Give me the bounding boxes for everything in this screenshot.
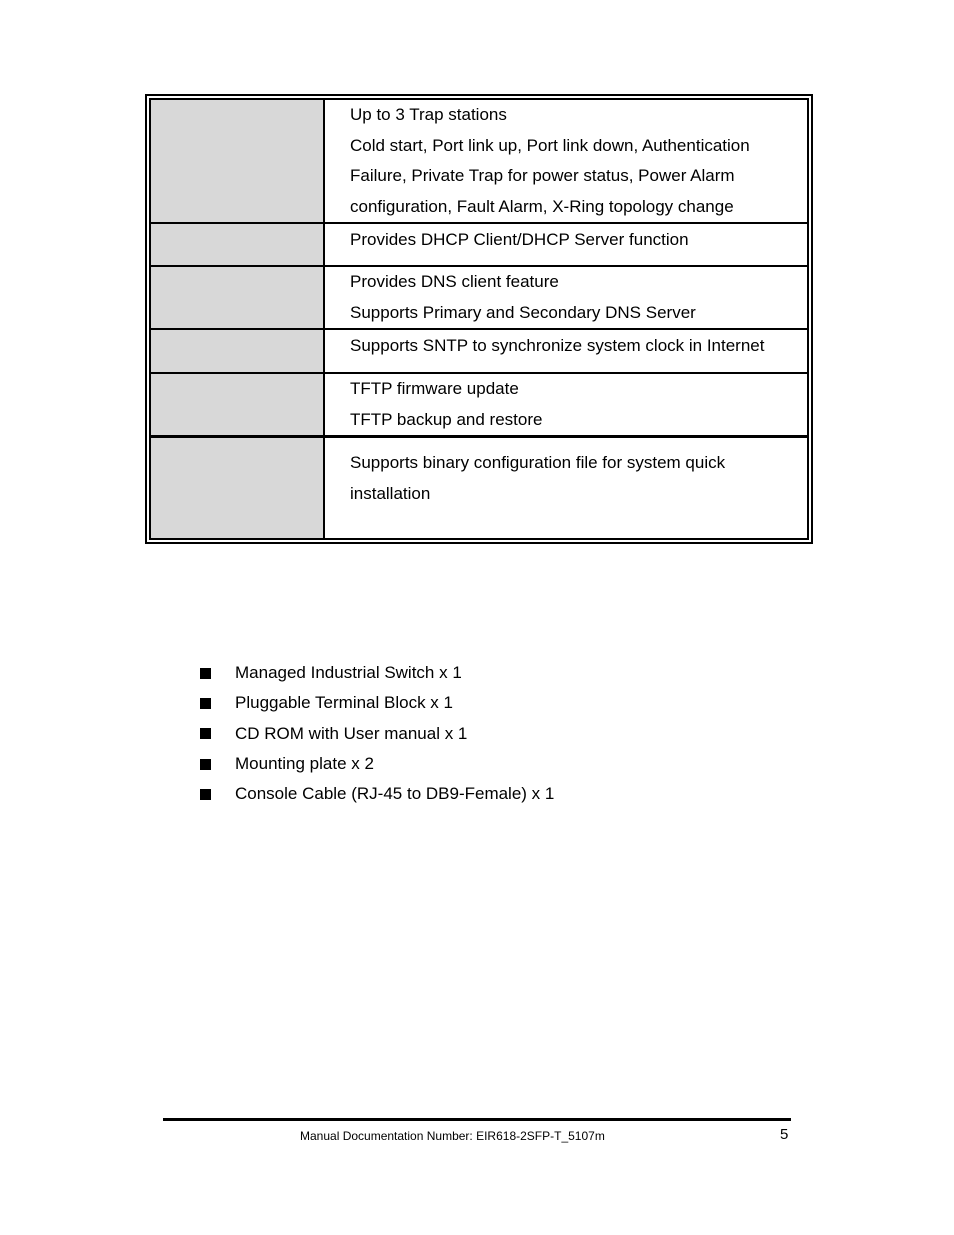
spec-line: Supports binary configuration file for system quick <box>350 453 726 472</box>
list-item-text: Pluggable Terminal Block x 1 <box>235 693 453 713</box>
list-item <box>200 688 554 718</box>
spec-value <box>324 266 808 329</box>
spec-line: TFTP firmware update <box>350 379 519 398</box>
spec-label <box>150 373 324 437</box>
spec-value <box>324 99 808 223</box>
spec-label <box>150 223 324 266</box>
spec-label <box>150 437 324 540</box>
spec-row-configuration <box>150 437 808 540</box>
list-item-text: CD ROM with User manual x 1 <box>235 723 468 743</box>
spec-line: Cold start, Port link up, Port link down, Authentication <box>350 135 750 155</box>
footer-doc-number: Manual Documentation Number: EIR618-2SFP-T_5107m <box>300 1129 605 1143</box>
footer-divider <box>163 1118 791 1121</box>
list-item-text: Console Cable (RJ-45 to DB9-Female) x 1 <box>235 784 555 804</box>
package-contents-list <box>200 658 554 809</box>
list-item <box>200 719 554 749</box>
spec-line: Supports Primary and Secondary DNS Server <box>350 302 696 322</box>
spec-row-snmp-trap <box>150 99 808 223</box>
square-bullet-icon <box>200 789 211 800</box>
list-item-text: Managed Industrial Switch x 1 <box>235 663 462 682</box>
spec-table-grid <box>149 98 809 540</box>
spec-value <box>324 223 808 266</box>
square-bullet-icon <box>200 698 211 709</box>
list-item <box>200 779 554 809</box>
spec-row-dns <box>150 266 808 329</box>
spec-line: configuration, Fault Alarm, X-Ring topology change <box>350 196 734 216</box>
spec-row-sntp <box>150 329 808 373</box>
square-bullet-icon <box>200 728 211 739</box>
spec-line: installation <box>350 483 431 503</box>
page-number: 5 <box>780 1126 789 1143</box>
spec-line: Supports SNTP to synchronize system clock in Internet <box>350 336 765 355</box>
list-item-text: Mounting plate x 2 <box>235 753 374 773</box>
spec-value <box>324 329 808 373</box>
spec-line: Up to 3 Trap stations <box>350 105 507 124</box>
spec-label <box>150 266 324 329</box>
spec-row-tftp <box>150 373 808 437</box>
spec-row-dhcp <box>150 223 808 266</box>
spec-label <box>150 329 324 373</box>
spec-line: Provides DNS client feature <box>350 272 559 291</box>
square-bullet-icon <box>200 668 211 679</box>
spec-label <box>150 99 324 223</box>
spec-line: TFTP backup and restore <box>350 409 543 429</box>
spec-line: Failure, Private Trap for power status, Power Alarm <box>350 166 735 185</box>
list-item <box>200 658 554 688</box>
square-bullet-icon <box>200 759 211 770</box>
spec-value <box>324 373 808 437</box>
list-item <box>200 749 554 779</box>
spec-line: Provides DHCP Client/DHCP Server function <box>350 230 689 249</box>
spec-table <box>145 94 813 544</box>
spec-value <box>324 437 808 540</box>
